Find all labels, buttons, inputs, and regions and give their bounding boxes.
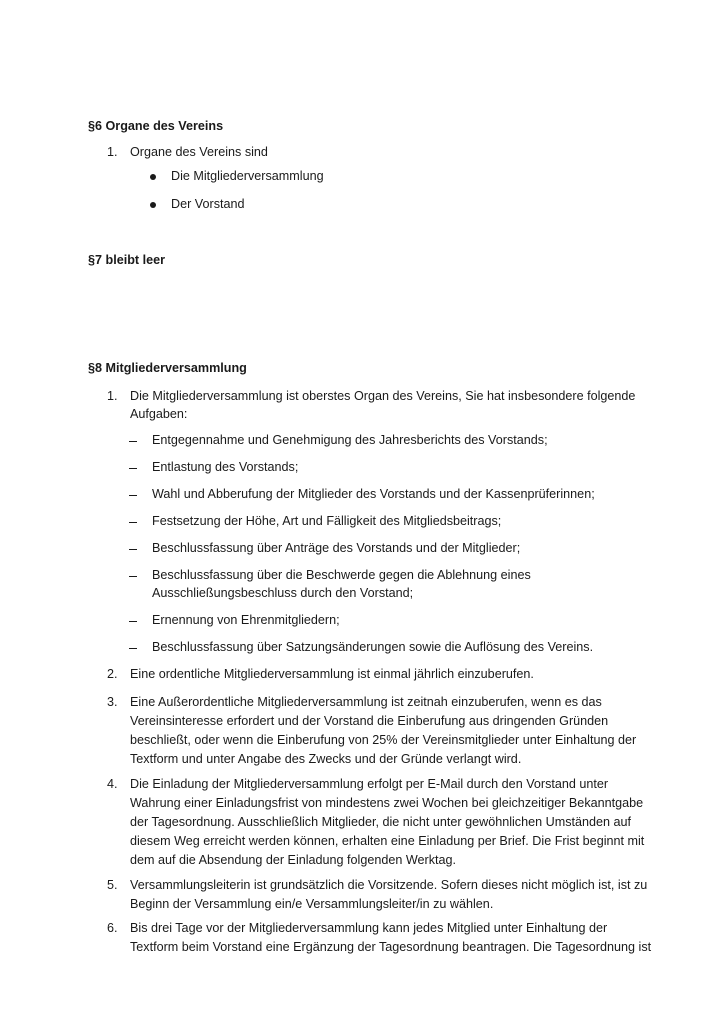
s8-item-6-line: Bis drei Tage vor der Mitgliederversammlung kann jedes Mitglied unter Einhaltung der	[130, 921, 608, 935]
list-number: 2.	[107, 667, 118, 681]
section-8-heading: §8 Mitgliederversammlung	[88, 361, 247, 375]
s8-item-6-line: Textform beim Vorstand eine Ergänzung der Tagesordnung beantragen. Die Tagesordnung ist	[130, 940, 652, 954]
task-item: Beschlussfassung über Satzungsänderungen sowie die Auflösung des Vereins.	[152, 640, 594, 654]
s8-item-1-line: Aufgaben:	[130, 407, 188, 421]
task-item: Entgegennahme und Genehmigung des Jahresberichts des Vorstands;	[152, 433, 548, 447]
list-number: 1.	[107, 389, 118, 403]
list-number: 5.	[107, 878, 118, 892]
task-item-line: Beschlussfassung über die Beschwerde gegen die Ablehnung eines	[152, 568, 531, 582]
s8-item-2: Eine ordentliche Mitgliederversammlung ist einmal jährlich einzuberufen.	[130, 667, 534, 681]
dash-icon	[129, 576, 137, 577]
list-number: 4.	[107, 777, 118, 791]
task-item: Beschlussfassung über Anträge des Vorstands und der Mitglieder;	[152, 541, 521, 555]
task-item: Wahl und Abberufung der Mitglieder des Vorstands und der Kassenprüferinnen;	[152, 487, 595, 501]
s8-item-3-line: beschließt, oder wenn die Einberufung von 25% der Vereinsmitglieder unter Einhaltung der	[130, 733, 637, 747]
section-6-heading: §6 Organe des Vereins	[88, 119, 224, 133]
dash-icon	[129, 522, 137, 523]
s8-item-4-line: dem auf die Absendung der Einladung folgenden Werktag.	[130, 853, 457, 867]
s8-item-3-line: Eine Außerordentliche Mitgliederversammlung ist zeitnah einzuberufen, wenn es das	[130, 695, 602, 709]
s8-item-4-line: Die Einladung der Mitgliederversammlung erfolgt per E-Mail durch den Vorstand unter	[130, 777, 609, 791]
dash-icon	[129, 441, 137, 442]
s6-bullet-item: Die Mitgliederversammlung	[171, 169, 324, 183]
list-number: 6.	[107, 921, 118, 935]
s8-item-5-line: Beginn der Versammlung ein/e Versammlungsleiter/in zu wählen.	[130, 897, 494, 911]
s8-item-3-line: Textform und unter Angabe des Zwecks und der Gründe verlangt wird.	[130, 752, 522, 766]
s6-item-1: Organe des Vereins sind	[130, 145, 268, 159]
section-7-heading: §7 bleibt leer	[88, 253, 165, 267]
s8-item-4-line: der Tagesordnung. Ausschließlich Mitglieder, die nicht unter gewöhnlichen Umständen auf	[130, 815, 632, 829]
s8-item-1-line: Die Mitgliederversammlung ist oberstes Organ des Vereins, Sie hat insbesondere folgende	[130, 389, 636, 403]
s8-item-3-line: Vereinsinteresse erfordert und der Vorstand die Einberufung aus dringenden Gründen	[130, 714, 609, 728]
dash-icon	[129, 495, 137, 496]
s6-bullet-item: Der Vorstand	[171, 197, 245, 211]
task-item: Festsetzung der Höhe, Art und Fälligkeit des Mitgliedsbeitrags;	[152, 514, 502, 528]
dash-icon	[129, 549, 137, 550]
dash-icon	[129, 621, 137, 622]
bullet-icon	[150, 202, 156, 208]
dash-icon	[129, 468, 137, 469]
task-item: Entlastung des Vorstands;	[152, 460, 299, 474]
s8-item-4-line: Wahrung einer Einladungsfrist von mindestens zwei Wochen bei gleichzeitiger Bekanntgabe	[130, 796, 644, 810]
task-item-line: Ausschließungsbeschluss durch den Vorstand;	[152, 586, 414, 600]
list-number: 1.	[107, 145, 118, 159]
dash-icon	[129, 648, 137, 649]
s8-item-4-line: diesem Weg erreicht werden können, erhalten eine Einladung per Brief. Die Frist beginnt mit	[130, 834, 645, 848]
s8-item-5-line: Versammlungsleiterin ist grundsätzlich die Vorsitzende. Sofern dieses nicht möglich ist, ist zu	[130, 878, 648, 892]
task-item: Ernennung von Ehrenmitgliedern;	[152, 613, 340, 627]
list-number: 3.	[107, 695, 118, 709]
bullet-icon	[150, 174, 156, 180]
